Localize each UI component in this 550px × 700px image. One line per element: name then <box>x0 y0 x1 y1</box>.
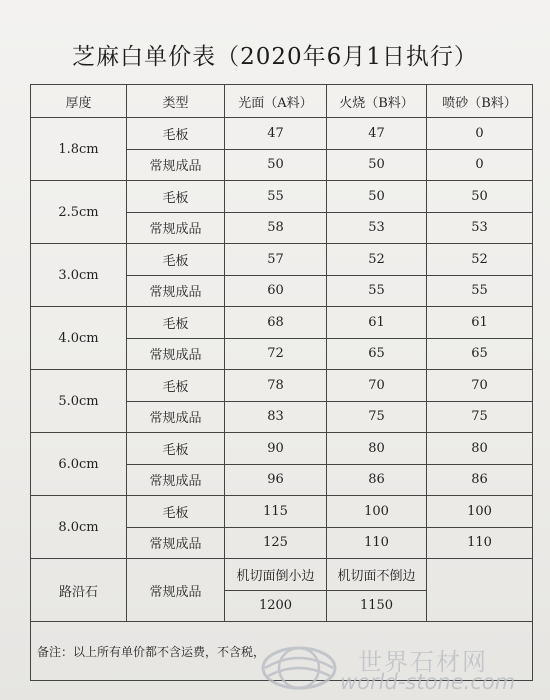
thickness-cell: 4.0cm <box>31 307 127 370</box>
flamed-price-cell: 61 <box>327 307 427 339</box>
sandblast-price-cell: 70 <box>427 370 533 402</box>
flamed-price-cell: 52 <box>327 244 427 276</box>
glossy-price-cell: 125 <box>225 527 327 559</box>
sandblast-price-cell: 65 <box>427 338 533 370</box>
watermark-text: 世界石材网 <box>358 648 488 676</box>
flamed-price-cell: 75 <box>327 401 427 433</box>
flamed-price-cell: 80 <box>327 433 427 465</box>
glossy-price-cell: 90 <box>225 433 327 465</box>
type-cell: 毛板 <box>127 433 225 465</box>
glossy-price-cell: 60 <box>225 275 327 307</box>
thickness-cell: 3.0cm <box>31 244 127 307</box>
table-row <box>31 370 533 402</box>
glossy-price-cell: 58 <box>225 212 327 244</box>
curb-label-cell: 路沿石 <box>31 559 127 622</box>
table-row <box>31 307 533 339</box>
type-cell: 常规成品 <box>127 401 225 433</box>
table-row <box>31 181 533 213</box>
type-cell: 常规成品 <box>127 149 225 181</box>
type-cell: 毛板 <box>127 496 225 528</box>
header-flamed: 火烧（B料） <box>327 85 427 118</box>
type-cell: 毛板 <box>127 370 225 402</box>
glossy-price-cell: 68 <box>225 307 327 339</box>
table-header-row <box>31 85 533 118</box>
type-cell: 常规成品 <box>127 527 225 559</box>
glossy-price-cell: 50 <box>225 149 327 181</box>
globe-logo-icon <box>260 644 338 692</box>
glossy-price-cell: 78 <box>225 370 327 402</box>
type-cell: 常规成品 <box>127 212 225 244</box>
sandblast-price-cell: 61 <box>427 307 533 339</box>
thickness-cell: 5.0cm <box>31 370 127 433</box>
page-title: 芝麻白单价表（2020年6月1日执行） <box>72 44 478 70</box>
type-cell: 毛板 <box>127 181 225 213</box>
sandblast-price-cell: 55 <box>427 275 533 307</box>
sandblast-price-cell: 75 <box>427 401 533 433</box>
glossy-price-cell: 57 <box>225 244 327 276</box>
table-row <box>31 118 533 150</box>
sandblast-price-cell: 50 <box>427 181 533 213</box>
flamed-price-cell: 53 <box>327 212 427 244</box>
flamed-price-cell: 86 <box>327 464 427 496</box>
flamed-price-cell: 50 <box>327 181 427 213</box>
thickness-cell: 6.0cm <box>31 433 127 496</box>
glossy-price-cell: 83 <box>225 401 327 433</box>
header-sandblast: 喷砂（B料） <box>427 85 533 118</box>
table-row <box>31 433 533 465</box>
type-cell: 常规成品 <box>127 275 225 307</box>
header-glossy: 光面（A料） <box>225 85 327 118</box>
curb-unchamfered-price: 1150 <box>327 590 427 622</box>
glossy-price-cell: 115 <box>225 496 327 528</box>
type-cell: 毛板 <box>127 307 225 339</box>
sandblast-price-cell: 0 <box>427 149 533 181</box>
header-type: 类型 <box>127 85 225 118</box>
sandblast-price-cell: 53 <box>427 212 533 244</box>
sandblast-price-cell: 52 <box>427 244 533 276</box>
flamed-price-cell: 55 <box>327 275 427 307</box>
sandblast-price-cell: 80 <box>427 433 533 465</box>
flamed-price-cell: 47 <box>327 118 427 150</box>
curb-chamfered-price: 1200 <box>225 590 327 622</box>
flamed-price-cell: 100 <box>327 496 427 528</box>
table-row <box>31 496 533 528</box>
sandblast-price-cell: 0 <box>427 118 533 150</box>
flamed-price-cell: 110 <box>327 527 427 559</box>
type-cell: 毛板 <box>127 244 225 276</box>
curb-chamfered-header: 机切面倒小边 <box>225 559 327 591</box>
flamed-price-cell: 65 <box>327 338 427 370</box>
curb-type-cell: 常规成品 <box>127 559 225 622</box>
thickness-cell: 8.0cm <box>31 496 127 559</box>
glossy-price-cell: 96 <box>225 464 327 496</box>
header-thickness: 厚度 <box>31 85 127 118</box>
glossy-price-cell: 47 <box>225 118 327 150</box>
flamed-price-cell: 70 <box>327 370 427 402</box>
type-cell: 常规成品 <box>127 464 225 496</box>
type-cell: 毛板 <box>127 118 225 150</box>
glossy-price-cell: 55 <box>225 181 327 213</box>
curb-empty-cell <box>427 559 533 622</box>
table-row <box>31 244 533 276</box>
flamed-price-cell: 50 <box>327 149 427 181</box>
price-table <box>30 84 533 681</box>
sandblast-price-cell: 86 <box>427 464 533 496</box>
sandblast-price-cell: 110 <box>427 527 533 559</box>
watermark-url: world-stone.com <box>340 670 516 694</box>
type-cell: 常规成品 <box>127 338 225 370</box>
thickness-cell: 1.8cm <box>31 118 127 181</box>
sandblast-price-cell: 100 <box>427 496 533 528</box>
curb-row <box>31 559 533 591</box>
curb-unchamfered-header: 机切面不倒边 <box>327 559 427 591</box>
note-cell: 备注：以上所有单价都不含运费，不含税， <box>31 622 533 681</box>
glossy-price-cell: 72 <box>225 338 327 370</box>
watermark <box>258 640 548 696</box>
thickness-cell: 2.5cm <box>31 181 127 244</box>
